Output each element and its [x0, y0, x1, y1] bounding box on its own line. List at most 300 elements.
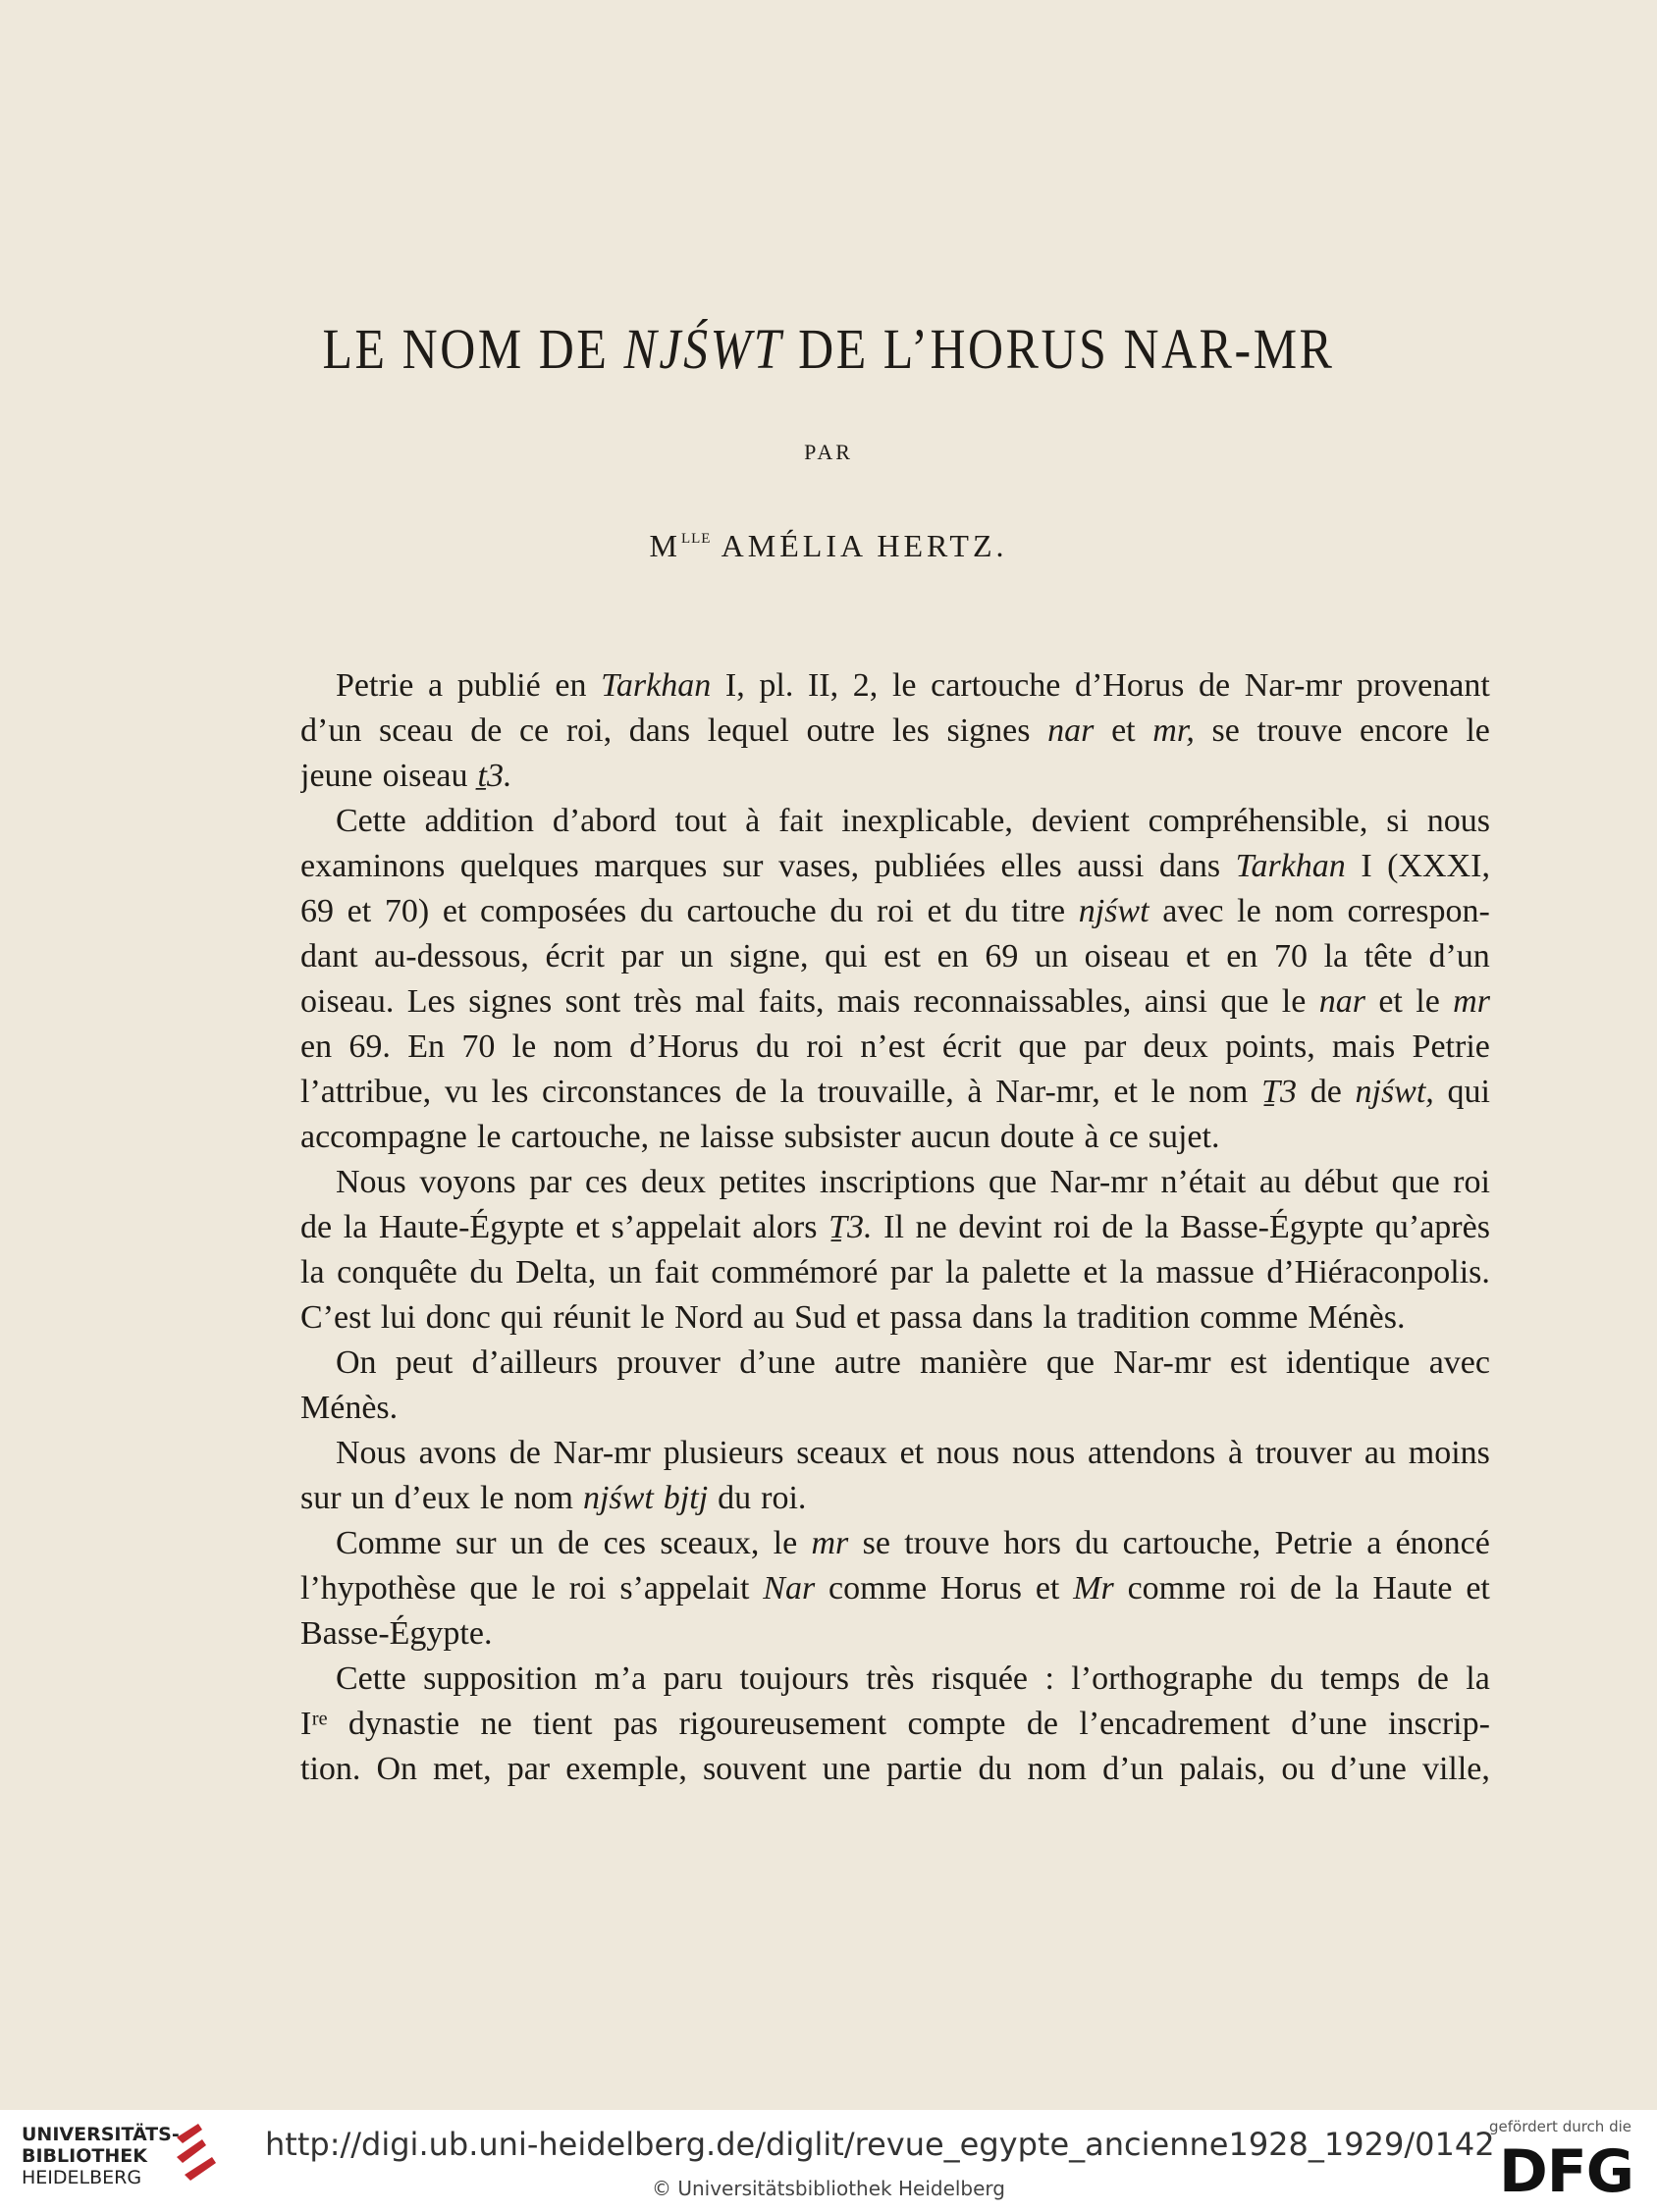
word: ce — [518, 712, 550, 749]
word: en — [1226, 938, 1258, 974]
word: qui — [825, 938, 868, 974]
word: le — [531, 1570, 556, 1606]
word: inexplicable, — [841, 803, 1013, 839]
word: sceau — [379, 712, 454, 749]
word: la — [779, 1074, 805, 1110]
word: vu — [444, 1074, 478, 1110]
word: dant — [300, 938, 358, 974]
word: de — [1416, 1660, 1449, 1697]
word: de — [1310, 1074, 1342, 1110]
word: ou — [1281, 1751, 1315, 1787]
word: deux — [1143, 1028, 1208, 1065]
logo-line-1: UNIVERSITÄTS- — [22, 2124, 180, 2145]
title-pre: LE NOM DE — [322, 317, 624, 381]
word: nar — [1318, 983, 1365, 1020]
word: roi. — [761, 1480, 807, 1516]
word: souvent — [702, 1751, 807, 1787]
word: reconnaissables, — [913, 983, 1132, 1020]
word: cartouche — [931, 667, 1061, 704]
word: à — [1228, 1435, 1244, 1471]
word: On — [336, 1344, 377, 1381]
word: donc — [425, 1299, 491, 1336]
word: jeune — [300, 758, 373, 794]
word: qui — [1447, 1074, 1490, 1110]
word: I, — [724, 667, 745, 704]
word: en — [300, 1028, 333, 1065]
word: Tarkhan — [1235, 848, 1346, 884]
word: Nar-mr — [553, 1435, 651, 1471]
word: partie — [885, 1751, 963, 1787]
text-line — [300, 1115, 1490, 1160]
word: fait — [654, 1254, 699, 1290]
word: dans — [972, 1299, 1034, 1336]
word: identique — [1285, 1344, 1411, 1381]
word: manière — [920, 1344, 1028, 1381]
word: : — [1044, 1660, 1054, 1697]
word: très — [633, 983, 682, 1020]
word: oiseau — [382, 758, 468, 794]
word: voyons — [419, 1164, 516, 1200]
word: dans — [628, 712, 691, 749]
copyright-notice: © Universitätsbibliothek Heidelberg — [651, 2177, 1005, 2200]
body-text — [300, 663, 1490, 1792]
word: 70 — [1273, 938, 1308, 974]
word: n’est — [860, 1028, 926, 1065]
word: du — [978, 1751, 1012, 1787]
word: et — [1113, 1074, 1138, 1110]
word: ne — [659, 1119, 691, 1155]
text-line — [300, 1386, 1490, 1431]
word: au — [752, 1299, 785, 1336]
word: d’abord — [552, 803, 657, 839]
word: prouver — [616, 1344, 722, 1381]
word: la — [944, 1254, 970, 1290]
word: écrit — [941, 1028, 1002, 1065]
word: de — [300, 1209, 333, 1245]
word: mr — [1453, 983, 1490, 1020]
word: quelques — [459, 848, 579, 884]
word: par — [1083, 1028, 1127, 1065]
word: mal — [695, 983, 746, 1020]
word: pl. — [759, 667, 794, 704]
word: accompagne — [300, 1119, 467, 1155]
word: 2, — [852, 667, 879, 704]
word: avons — [418, 1435, 497, 1471]
word: tradition — [1077, 1299, 1191, 1336]
word: au-dessous, — [374, 938, 529, 974]
word: avec — [1162, 893, 1224, 929]
word: aucun — [910, 1119, 990, 1155]
word: aussi — [1077, 848, 1145, 884]
text-line — [300, 1025, 1490, 1070]
word: la — [1145, 1209, 1169, 1245]
word: les — [491, 1074, 529, 1110]
word: dynastie — [347, 1706, 460, 1742]
word: lequel — [707, 712, 789, 749]
word: 70) — [384, 893, 430, 929]
word: sujet. — [1148, 1119, 1220, 1155]
word: au — [1363, 1435, 1396, 1471]
word: roi — [1453, 1164, 1490, 1200]
author-prefix: M — [649, 528, 681, 563]
word: faits, — [758, 983, 825, 1020]
word: le — [1150, 1074, 1176, 1110]
text-line — [300, 934, 1490, 979]
word: la — [1466, 1660, 1490, 1697]
text-line — [300, 1611, 1490, 1657]
text-line — [300, 1521, 1490, 1566]
article-title — [116, 316, 1541, 382]
word: 69 — [985, 938, 1019, 974]
byline: PAR — [804, 440, 853, 464]
text-line — [300, 1070, 1490, 1115]
text-line — [300, 663, 1490, 709]
word: à — [967, 1074, 983, 1110]
word: Cette — [336, 803, 406, 839]
word: compte — [907, 1706, 1006, 1742]
word: que — [469, 1570, 518, 1606]
author-name: AMÉLIA HERTZ. — [711, 528, 1008, 563]
word: est — [883, 938, 921, 974]
word: avec — [1428, 1344, 1490, 1381]
word: qui — [500, 1299, 544, 1336]
word: Ménès. — [1308, 1299, 1406, 1336]
word: toujours — [739, 1660, 849, 1697]
word: Petrie — [336, 667, 414, 704]
word: supposition — [423, 1660, 577, 1697]
funder-note: gefördert durch die — [1489, 2118, 1631, 2135]
word: addition — [424, 803, 535, 839]
word: l’attribue, — [300, 1074, 432, 1110]
word: 69. — [348, 1028, 391, 1065]
word: le — [479, 1480, 505, 1516]
word: Horus — [939, 1570, 1023, 1606]
word: njśwt, — [1355, 1074, 1434, 1110]
word: d’une — [739, 1344, 816, 1381]
text-line — [300, 709, 1490, 754]
word: sur — [300, 1480, 342, 1516]
word: roi — [877, 893, 914, 929]
word: signes — [946, 712, 1031, 749]
word: (XXXI, — [1387, 848, 1490, 884]
word: du — [1269, 1660, 1304, 1697]
word: oiseau — [1084, 938, 1170, 974]
word: compréhensible, — [1148, 803, 1368, 839]
word: moins — [1408, 1435, 1490, 1471]
word: Nar-mr — [1113, 1344, 1211, 1381]
word: cartouche, — [1122, 1525, 1261, 1561]
word: mr, — [1152, 712, 1195, 749]
word: mr — [811, 1525, 849, 1561]
word: outre — [806, 712, 876, 749]
word: nom — [513, 1480, 573, 1516]
word: met, — [433, 1751, 492, 1787]
word: fait — [778, 803, 824, 839]
dfg-logo: DFG — [1498, 2137, 1633, 2206]
word: n’était — [1160, 1164, 1247, 1200]
word: d’un — [1102, 1751, 1164, 1787]
word: du — [718, 1480, 752, 1516]
word: trouve — [1256, 712, 1343, 749]
word: et — [1035, 1570, 1060, 1606]
text-line — [300, 799, 1490, 844]
word: la — [343, 1209, 368, 1245]
word: une — [822, 1751, 871, 1787]
word: le — [1237, 893, 1261, 929]
word: le — [1416, 983, 1440, 1020]
word: s’appelait — [619, 1570, 750, 1606]
word: par — [507, 1751, 551, 1787]
word: lui — [380, 1299, 416, 1336]
word: d’Horus — [1074, 667, 1185, 704]
word: énoncé — [1395, 1525, 1490, 1561]
word: commémoré — [711, 1254, 879, 1290]
word: ne — [480, 1706, 512, 1742]
word: autre — [833, 1344, 901, 1381]
word: du — [964, 893, 998, 929]
word: le — [1466, 712, 1490, 749]
word: le — [773, 1525, 798, 1561]
word: le — [476, 1119, 502, 1155]
word: m’a — [594, 1660, 647, 1697]
word: titre — [1011, 893, 1066, 929]
word: si — [1386, 803, 1409, 839]
word: passa — [889, 1299, 963, 1336]
word: ces — [585, 1164, 628, 1200]
word: nom — [553, 1028, 613, 1065]
word: sont — [564, 983, 621, 1020]
word: rigoureusement — [678, 1706, 887, 1742]
title-italic: NJŚWT — [623, 317, 784, 381]
word: Mr — [1073, 1570, 1114, 1606]
word: de — [558, 1525, 590, 1561]
word: de — [734, 1074, 767, 1110]
word: provenant — [1356, 667, 1490, 704]
word: ainsi — [1144, 983, 1207, 1020]
word: est — [1229, 1344, 1267, 1381]
page-url-link[interactable]: http://digi.ub.uni-heidelberg.de/diglit/revue_egypte_ancienne1928_1929/0142 — [265, 2126, 1495, 2163]
word: trouvaille, — [817, 1074, 954, 1110]
word: trouver — [1255, 1435, 1353, 1471]
word: se — [862, 1525, 890, 1561]
word: correspon- — [1347, 893, 1490, 929]
word: nous — [935, 1435, 1000, 1471]
word: d’Hiéraconpolis. — [1266, 1254, 1490, 1290]
word: par — [889, 1254, 934, 1290]
word: le — [640, 1299, 666, 1336]
word: réunit — [553, 1299, 631, 1336]
word: Iʳᵉ — [300, 1706, 328, 1742]
word: la — [1119, 1254, 1145, 1290]
word: et — [1378, 983, 1403, 1020]
word: On — [376, 1751, 418, 1787]
text-line — [300, 1702, 1490, 1747]
text-line — [300, 1657, 1490, 1702]
word: risquée — [931, 1660, 1029, 1697]
word: Nar-mr — [1244, 667, 1343, 704]
word: de — [1290, 1570, 1322, 1606]
word: en — [555, 667, 587, 704]
word: que — [1220, 983, 1269, 1020]
word: roi — [568, 1570, 607, 1606]
word: les — [892, 712, 930, 749]
word: conquête — [337, 1254, 457, 1290]
word: très — [866, 1660, 915, 1697]
text-line — [300, 1250, 1490, 1295]
word: que — [1391, 1164, 1440, 1200]
word: que — [1045, 1344, 1095, 1381]
word: qu’après — [1374, 1209, 1490, 1245]
word: et — [347, 893, 372, 929]
word: doute — [999, 1119, 1075, 1155]
word: exemple, — [565, 1751, 687, 1787]
word: de — [1199, 667, 1231, 704]
word: Basse-Égypte — [1180, 1209, 1364, 1245]
word: d’eux — [394, 1480, 470, 1516]
word: nous — [1426, 803, 1490, 839]
author — [0, 528, 1657, 564]
word: Sud — [794, 1299, 846, 1336]
word: le — [891, 667, 917, 704]
text-line — [300, 1205, 1490, 1250]
word: comme — [1127, 1570, 1226, 1606]
word: l’encadrement — [1079, 1706, 1270, 1742]
word: de — [470, 712, 503, 749]
word: se — [1211, 712, 1240, 749]
word: du — [639, 893, 673, 929]
word: petites — [719, 1164, 807, 1200]
word: un — [509, 1525, 544, 1561]
word: la — [1042, 1299, 1068, 1336]
word: d’Horus — [629, 1028, 739, 1065]
word: s’appelait — [611, 1209, 741, 1245]
word: 69 — [300, 893, 334, 929]
word: du — [469, 1254, 504, 1290]
word: tient — [533, 1706, 593, 1742]
word: d’une — [1330, 1751, 1407, 1787]
word: pas — [613, 1706, 659, 1742]
word: Nous — [336, 1435, 406, 1471]
word: sur — [722, 848, 764, 884]
word: elles — [1000, 848, 1062, 884]
word: nom — [1188, 1074, 1249, 1110]
word: paru — [663, 1660, 723, 1697]
word: un — [608, 1254, 642, 1290]
word: trouve — [904, 1525, 990, 1561]
logo-line-3: HEIDELBERG — [22, 2167, 142, 2188]
word: examinons — [300, 848, 446, 884]
text-line — [300, 754, 1490, 799]
word: cartouche, — [510, 1119, 650, 1155]
text-line — [300, 1295, 1490, 1341]
word: nom — [1274, 893, 1334, 929]
word: palette — [982, 1254, 1071, 1290]
word: comme — [828, 1570, 928, 1606]
word: ces — [603, 1525, 646, 1561]
word: encore — [1360, 712, 1449, 749]
word: du — [1075, 1525, 1109, 1561]
word: ville, — [1421, 1751, 1490, 1787]
footer-bar — [0, 2110, 1657, 2212]
word: un — [679, 938, 714, 974]
word: composées — [480, 893, 627, 929]
word: un — [1034, 938, 1068, 974]
word: tion. — [300, 1751, 361, 1787]
word: nom — [1027, 1751, 1087, 1787]
text-line — [300, 889, 1490, 934]
word: et — [1186, 938, 1210, 974]
word: la — [300, 1254, 325, 1290]
word: Nar-mr, — [995, 1074, 1100, 1110]
word: et — [575, 1209, 600, 1245]
word: publiées — [874, 848, 986, 884]
word: deux — [640, 1164, 707, 1200]
text-line — [300, 1566, 1490, 1611]
word: par — [529, 1164, 572, 1200]
word: Nord — [674, 1299, 743, 1336]
word: Nar-mr — [1049, 1164, 1149, 1200]
word: I — [1361, 848, 1372, 884]
word: vases, — [777, 848, 860, 884]
author-sup: LLE — [680, 531, 712, 547]
word: d’une — [1291, 1706, 1367, 1742]
word: En — [407, 1028, 445, 1065]
word: devint — [958, 1209, 1042, 1245]
word: Petrie — [1274, 1525, 1353, 1561]
word: ce — [1108, 1119, 1139, 1155]
word: nar — [1047, 712, 1095, 749]
text-line — [300, 1160, 1490, 1205]
word: roi — [1239, 1570, 1277, 1606]
word: par — [620, 938, 664, 974]
word: de — [508, 1435, 541, 1471]
word: subsister — [783, 1119, 901, 1155]
word: le — [1281, 983, 1307, 1020]
word: que — [1018, 1028, 1067, 1065]
word: tout — [674, 803, 727, 839]
word: et — [442, 893, 467, 929]
word: plusieurs — [663, 1435, 784, 1471]
word: circonstances — [542, 1074, 722, 1110]
word: de — [1101, 1209, 1134, 1245]
word: Petrie — [1412, 1028, 1490, 1065]
word: sceaux — [796, 1435, 887, 1471]
word: écrit — [545, 938, 605, 974]
word: l’orthographe — [1071, 1660, 1254, 1697]
word: Basse-Égypte. — [300, 1615, 493, 1652]
word: et — [927, 893, 951, 929]
word: njśwt — [1078, 893, 1149, 929]
text-line — [300, 1341, 1490, 1386]
word: du — [829, 893, 864, 929]
word: de — [1026, 1706, 1059, 1742]
word: 70 — [461, 1028, 496, 1065]
word: massue — [1155, 1254, 1255, 1290]
word: à — [745, 803, 761, 839]
word: roi — [1052, 1209, 1091, 1245]
word: temps — [1320, 1660, 1401, 1697]
word: Nous — [336, 1164, 406, 1200]
word: Comme — [336, 1525, 442, 1561]
text-line — [300, 1747, 1490, 1792]
word: le — [511, 1028, 537, 1065]
text-line — [300, 1431, 1490, 1476]
word: hors — [1003, 1525, 1061, 1561]
word: d’un — [1428, 938, 1490, 974]
word: Haute — [1372, 1570, 1453, 1606]
word: oiseau. — [300, 983, 395, 1020]
word: d’un — [300, 712, 362, 749]
